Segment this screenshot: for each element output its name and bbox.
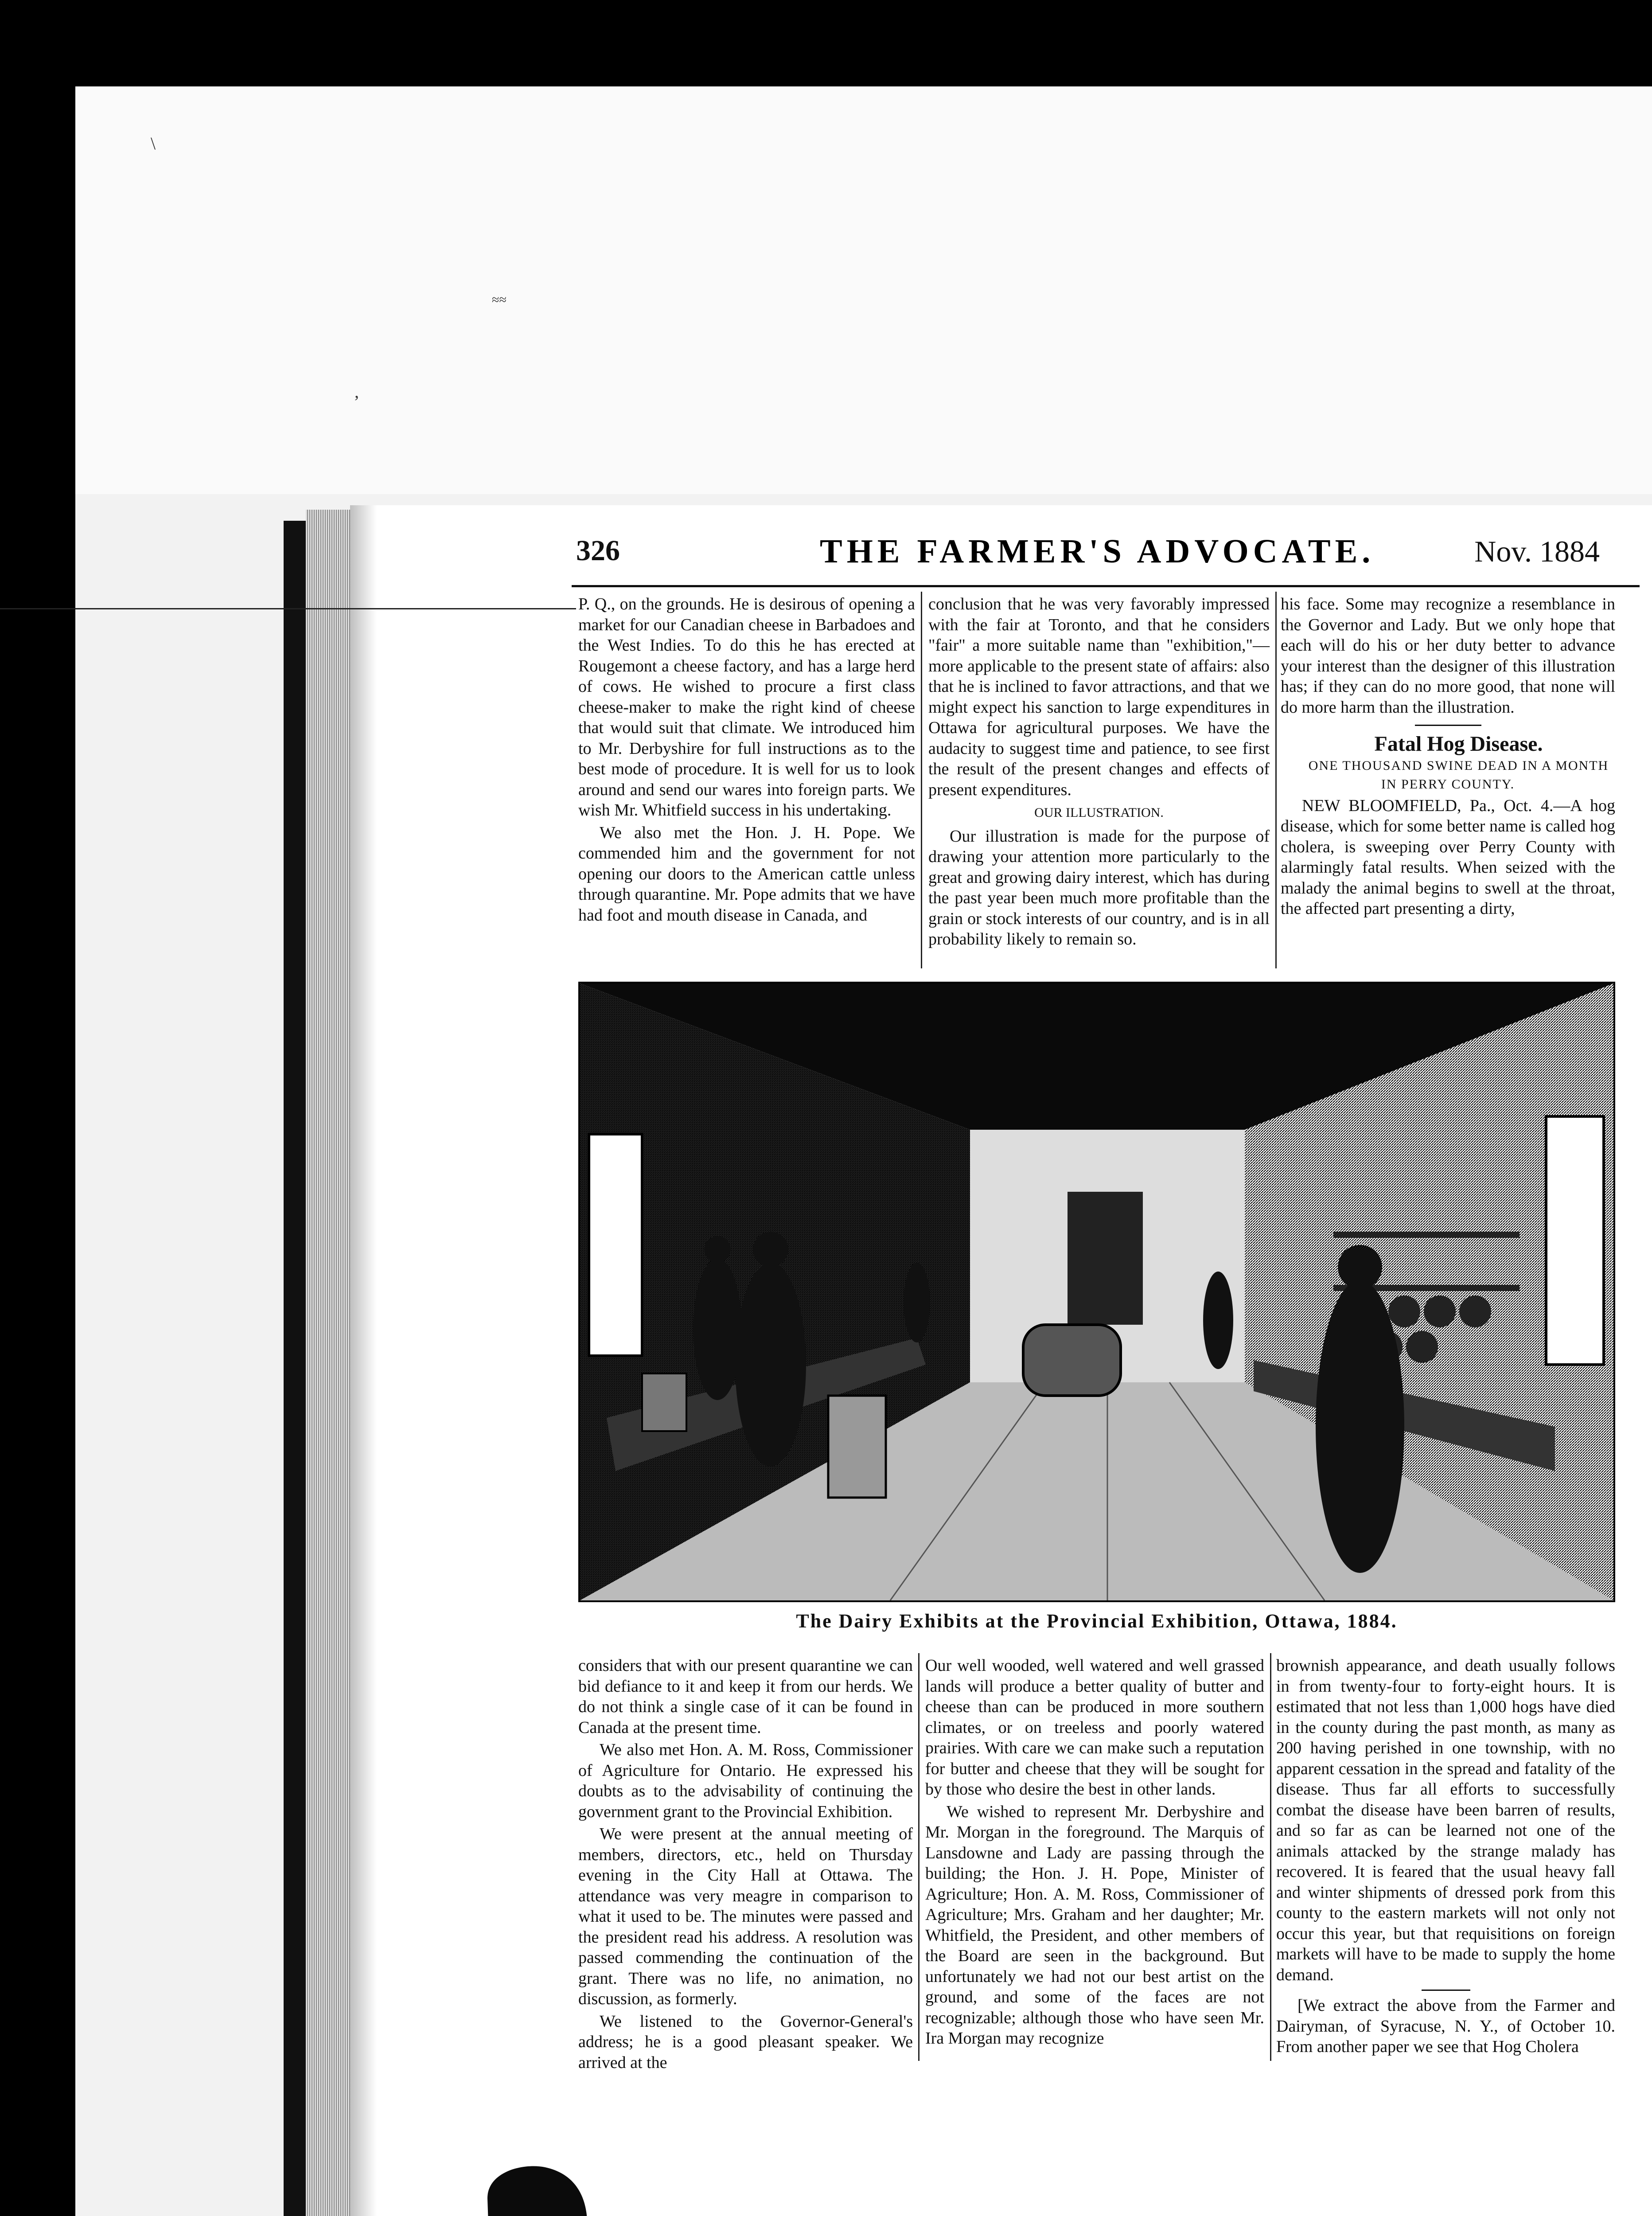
- paragraph: [We extract the above from the Farmer and Dairyman, of Syracuse, N. Y., of October 10. From another paper we see that Hog Cholera: [1276, 1996, 1615, 2056]
- engraving-image: [580, 983, 1613, 1600]
- header-rule: [572, 585, 1640, 587]
- masthead: THE FARMER'S ADVOCATE.: [820, 533, 1375, 570]
- column-rule: [918, 1653, 920, 2061]
- paragraph: P. Q., on the grounds. He is desirous of opening a market for our Canadian cheese in Barbadoes and the West Indies. To do this he has erected at Rougemont a cheese factory, and has a large herd of cows. He wished to procure a first class cheese-maker to make the right kind of cheese that would suit that climate. We introduced him to Mr. Derbyshire for full instructions as to the best mode of procedure. It is well for us to look around and send our wares into foreign parts. We wish Mr. Whitfield success in his undertaking.: [578, 595, 915, 819]
- paragraph: Our well wooded, well watered and well grassed lands will produce a better quality of butter and cheese than can be produced in more southern climates, or on treeless and poorly watered prairies. With care we can make such a reputation for butter and cheese that they will be sought for by those who desire the best in other lands.: [925, 1656, 1264, 1799]
- column-1-bottom: [578, 1655, 913, 2075]
- column-3-top: [1281, 594, 1615, 921]
- column-1-top: [578, 594, 915, 927]
- article-subhead: ONE THOUSAND SWINE DEAD IN A MONTH IN PERRY COUNTY.: [1308, 758, 1609, 792]
- section-heading: OUR ILLUSTRATION.: [1034, 805, 1164, 820]
- paragraph: We also met the Hon. J. H. Pope. We commended him and the government for not opening our doors to the American cattle unless through quarantine. Mr. Pope admits that we have had foot and mouth disease in Canada, and: [578, 823, 915, 925]
- paragraph: brownish appearance, and death usually follows in from twenty-four to forty-eight hours. It is estimated that not less than 1,000 hogs have died in the county during the past month, as many as 200 having perished in one township, with no apparent cessation in the spread and fatality of the disease. Thus far all efforts to successfully combat the disease have been barren of results, and so far as can be learned not one of the animals attacked by the strange malady has recovered. It is feared that the usual heavy fall and winter shipments of dressed pork from this county to the eastern markets will not only not occur this year, but that requisitions on foreign markets will have to be made to supply the home demand.: [1276, 1656, 1615, 1984]
- thumb-photo: [470, 2163, 603, 2216]
- paragraph: We were present at the annual meeting of members, directors, etc., held on Thursday evening in the City Hall at Ottawa. The attendance was very meagre in comparison to what it used to be. The minutes were passed and the president read his address. A resolution was passed commending the continuation of the grant. There was no life, no animation, no discussion, as formerly.: [578, 1825, 913, 2008]
- paragraph: his face. Some may recognize a resemblance in the Governor and Lady. But we only hope that each will do his or her duty better to advance your interest than the designer of this illustration has; if they can do no more good, that none will do more harm than the illustration.: [1281, 595, 1615, 717]
- page-number: 326: [576, 534, 620, 567]
- article-title: Fatal Hog Disease.: [1374, 732, 1543, 756]
- divider: [1422, 1990, 1470, 1991]
- film-line: [0, 608, 576, 609]
- gutter-shadow: [350, 505, 377, 2216]
- paragraph: Our illustration is made for the purpose of drawing your attention more particularly to the great and growing dairy interest, which has during the past year been much more profitable than the grain or stock interests of our country, and is in all probability likely to remain so.: [928, 827, 1270, 948]
- column-rule: [1275, 592, 1277, 968]
- page-header: [576, 534, 1600, 574]
- dairy-exhibit-engraving: [578, 982, 1615, 1602]
- illustration-caption: The Dairy Exhibits at the Provincial Exhibition, Ottawa, 1884.: [796, 1610, 1398, 1632]
- issue-date: Nov. 1884: [1474, 534, 1600, 568]
- column-rule: [1270, 1653, 1271, 2061]
- blank-margin: [75, 86, 1652, 494]
- film-speck: ,: [355, 382, 359, 402]
- column-rule: [921, 592, 922, 968]
- divider: [1415, 725, 1481, 726]
- paragraph: We listened to the Governor-General's address; he is a good pleasant speaker. We arrived at the: [578, 2012, 913, 2072]
- film-speck: ≈≈: [492, 293, 507, 307]
- page-edges: [306, 510, 350, 2216]
- paragraph: NEW BLOOMFIELD, Pa., Oct. 4.—A hog disease, which for some better name is called hog cholera, is sweeping over Perry County with alarmingly fatal results. When seized with the malady the animal begins to swell at the throat, the affected part presenting a dirty,: [1281, 796, 1615, 918]
- column-2-top: [928, 594, 1270, 952]
- paragraph: We wished to represent Mr. Derbyshire and Mr. Morgan in the foreground. The Marquis of Lansdowne and Lady are passing through the building; the Hon. J. H. Pope, Minister of Agriculture; Hon. A. M. Ross, Commissioner of Agriculture; Mrs. Graham and her daughter; Mr. Whitfield, the President, and other members of the Board are seen in the background. But unfortunately we had not our best artist on the ground, and some of the faces are not recognizable; although those who have seen Mr. Ira Morgan may recognize: [925, 1802, 1264, 2048]
- paragraph: conclusion that he was very favorably impressed with the fair at Toronto, and that he considers "fair" a more suitable name than "exhibition,"—more applicable to the present state of affairs: also that he is inclined to favor attractions, and that we might expect his sanction to large expenditures in Ottawa for agricultural purposes. We have the audacity to suggest time and patience, to see first the result of the present changes and effects of present expenditures.: [928, 595, 1270, 799]
- column-2-bottom: [925, 1655, 1264, 2051]
- column-3-bottom: [1276, 1655, 1615, 2059]
- paragraph: considers that with our present quarantine we can bid defiance to it and keep it from our herds. We do not think a single case of it can be found in Canada at the present time.: [578, 1656, 913, 1737]
- film-speck: \: [151, 133, 156, 153]
- paragraph: We also met Hon. A. M. Ross, Commissioner of Agriculture for Ontario. He expressed his doubts as to the advisability of continuing the government grant to the Provincial Exhibition.: [578, 1740, 913, 1821]
